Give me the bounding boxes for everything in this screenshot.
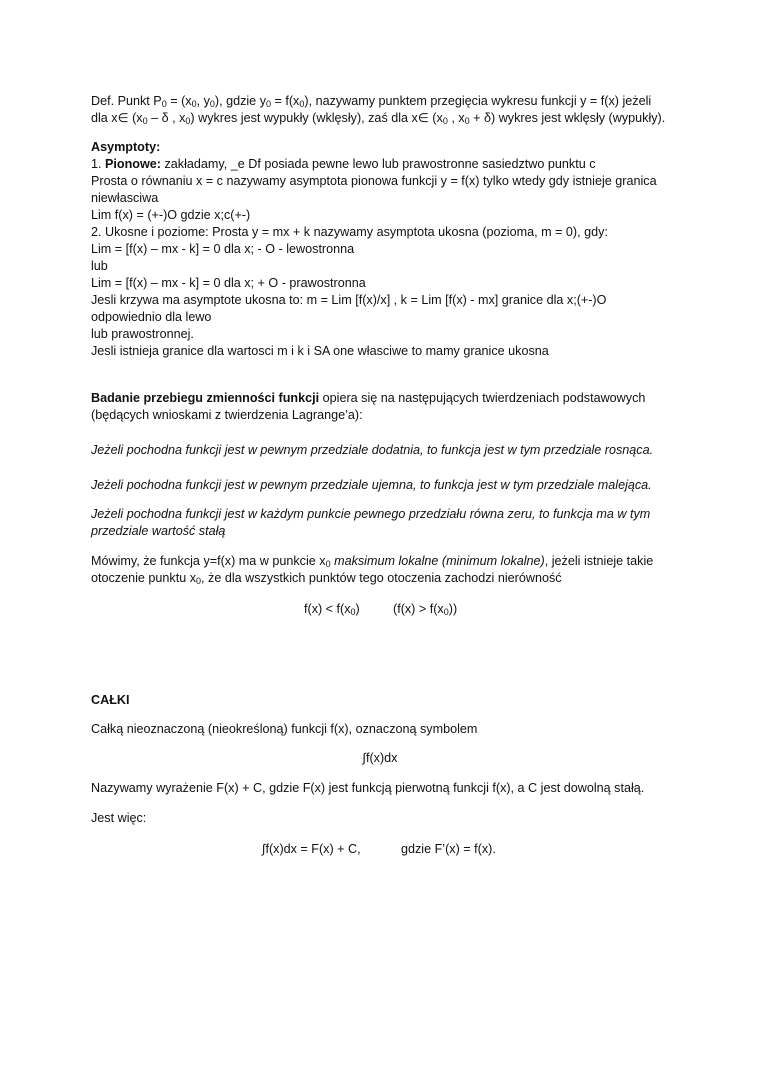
asymptoty-line-4: Lim f(x) = (+-)O gdzie x;c(+-) — [91, 208, 251, 222]
asymptoty-line-11: lub prawostronnej. — [91, 327, 194, 341]
asymptoty-heading: Asymptoty: — [91, 140, 161, 154]
theorem-constant-line-2: przedziale wartość stałą — [91, 524, 226, 538]
theorem-constant-line-1: Jeżeli pochodna funkcji jest w każdym punkcie pewnego przedziału równa zeru, to funkcja ma w tym — [91, 507, 651, 521]
extremum-line-1: Mówimy, że funkcja y=f(x) ma w punkcie $x_0$ maksimum lokalne (minimum lokalne), jeżeli istnieje takie — [91, 554, 654, 569]
asymptoty-line-9: Jesli krzywa ma asymptote ukosna to: m = Lim [f(x)/x] , k = Lim [f(x) - mx] granice dla x;(+-)O — [91, 293, 607, 307]
asymptoty-line-7: lub — [91, 259, 108, 273]
theorem-decreasing: Jeżeli pochodna funkcji jest w pewnym przedziale ujemna, to funkcja jest w tym przedziale malejąca. — [91, 478, 652, 492]
calki-heading: CAŁKI — [91, 693, 130, 707]
extremum-line-2: otoczenie punktu $x_0$, że dla wszystkich punktów tego otoczenia zachodzi nierówność — [91, 571, 562, 586]
inequality-min: $(f(x) > f(x_0))$ — [393, 602, 458, 617]
badanie-line-2: (będących wnioskami z twierdzenia Lagrange’a): — [91, 408, 363, 422]
asymptoty-line-6: Lim = [f(x) – mx - k] = 0 dla x; - O - lewostronna — [91, 242, 355, 256]
calki-line-3: Jest więc: — [91, 811, 147, 825]
asymptoty-line-5: 2. Ukosne i poziome: Prosta y = mx + k nazywamy asymptota ukosna (pozioma, m = 0), gdy: — [91, 225, 608, 239]
integral-condition: gdzie F’(x) = f(x). — [401, 842, 496, 856]
asymptoty-line-8: Lim = [f(x) – mx - k] = 0 dla x; + O - prawostronna — [91, 276, 366, 290]
inequality-max: $f(x) < f(x_0)$ — [304, 602, 360, 617]
definition-line-2: dla x∈ ($x_0$ – δ , $x_0$) wykres jest wypukły (wklęsły), zaś dla x∈ ($x_0$ , $x_0 + \delta$) wykres jest wklęsły (wypukły). — [91, 111, 666, 126]
badanie-line-1: Badanie przebiegu zmienności funkcji opiera się na następujących twierdzeniach podstawowych — [91, 391, 646, 405]
asymptoty-line-3: niewłasciwa — [91, 191, 159, 205]
integral-equation: ∫f(x)dx = F(x) + C, — [262, 842, 361, 856]
calki-line-2: Nazywamy wyrażenie F(x) + C, gdzie F(x) jest funkcją pierwotną funkcji f(x), a C jest dowolną stałą. — [91, 781, 645, 795]
integral-symbol-formula: ∫f(x)dx — [362, 751, 398, 765]
asymptoty-line-2: Prosta o równaniu x = c nazywamy asymptota pionowa funkcji y = f(x) tylko wtedy gdy istnieje granica — [91, 174, 657, 188]
theorem-increasing: Jeżeli pochodna funkcji jest w pewnym przedziale dodatnia, to funkcja jest w tym przedziale rosnąca. — [91, 443, 654, 457]
asymptoty-line-10: odpowiednio dla lewo — [91, 310, 212, 324]
calki-line-1: Całką nieoznaczoną (nieokreśloną) funkcji f(x), oznaczoną symbolem — [91, 722, 478, 736]
asymptoty-line-12: Jesli istnieja granice dla wartosci m i k i SA one własciwe to mamy granice ukosna — [91, 344, 549, 358]
asymptoty-line-1: 1. Pionowe: zakładamy, _e Df posiada pewne lewo lub prawostronne sasiedztwo punktu c — [91, 157, 596, 171]
definition-line-1: Def. Punkt $P_0 = (x_0$, $y_0$), gdzie $y_0 = f(x_0)$, nazywamy punktem przegięcia wykresu funkcji y = f(x) jeżeli — [91, 94, 652, 109]
